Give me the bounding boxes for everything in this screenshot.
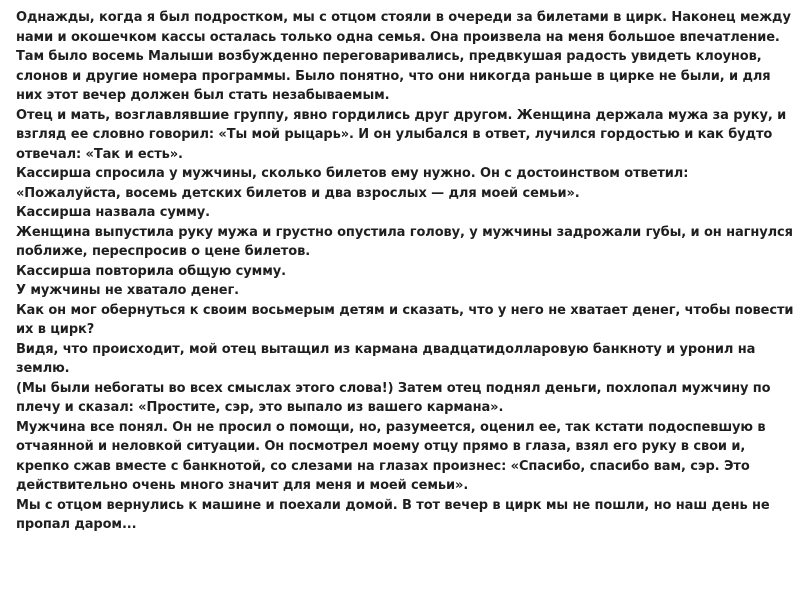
paragraph-8: Как он мог обернуться к своим восьмерым детям и сказать, что у него не хватает денег, чтобы повести их в цирк? — [16, 302, 794, 337]
paragraph-3: Кассирша спросила у мужчины, сколько билетов ему нужно. Он с достоинством ответил: «Пожалуйста, восемь детских билетов и два взрослых — для моей семьи». — [16, 166, 689, 201]
paragraph-2: Отец и мать, возглавлявшие группу, явно гордились друг другом. Женщина держала мужа за руку, и взгляд ее словно говорил: «Ты мой рыцарь». И он улыбался в ответ, лучился гордостью и как будто отвечал: «Так и есть». — [16, 107, 787, 162]
paragraph-12: Мы с отцом вернулись к машине и поехали домой. В тот вечер в цирк мы не пошли, но наш день не пропал даром... — [16, 497, 770, 532]
paragraph-1: Однажды, когда я был подростком, мы с отцом стояли в очереди за билетами в цирк. Наконец между нами и окошечком кассы осталась только одна семья. Она произвела на меня большое впечатление. Там было восемь Малыши возбужденно переговаривались, предвкушая радость увидеть клоунов, слонов и другие номера программы. Было понятно, что они никогда раньше в цирке не были, и для них этот вечер должен был стать незабываемым. — [16, 10, 791, 103]
document-body — [16, 8, 796, 535]
paragraph-4: Кассирша назвала сумму. — [16, 205, 211, 220]
paragraph-7: У мужчины не хватало денег. — [16, 283, 240, 298]
paragraph-11: Мужчина все понял. Он не просил о помощи, но, разумеется, оценил ее, так кстати подоспевшую в отчаянной и неловкой ситуации. Он посмотрел моему отцу прямо в глаза, взял его руку в свои и, крепко сжав вместе с банкнотой, со слезами на глазах произнес: «Спасибо, спасибо вам, сэр. Это действительно очень много значит для меня и моей семьи». — [16, 419, 766, 493]
paragraph-5: Женщина выпустила руку мужа и грустно опустила голову, у мужчины задрожали губы, и он нагнулся поближе, переспросив о цене билетов. — [16, 224, 793, 259]
paragraph-9: Видя, что происходит, мой отец вытащил из кармана двадцатидолларовую банкноту и уронил на землю. — [16, 341, 756, 376]
paragraph-6: Кассирша повторила общую сумму. — [16, 263, 286, 279]
paragraph-10: (Мы были небогаты во всех смыслах этого слова!) Затем отец поднял деньги, похлопал мужчину по плечу и сказал: «Простите, сэр, это выпало из вашего кармана». — [16, 380, 771, 415]
